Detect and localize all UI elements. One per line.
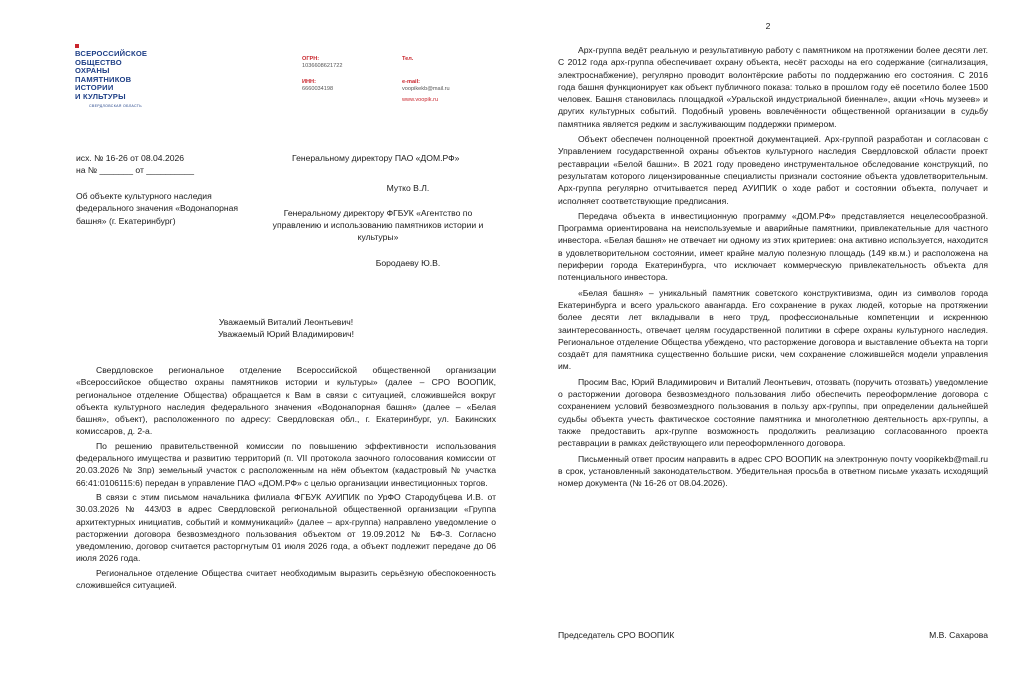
logo-line: ОБЩЕСТВО <box>75 57 122 67</box>
page-2 <box>512 0 1024 682</box>
body-paragraph: По решению правительственной комиссии по повышению эффективности использования федерального имущества и развитию территорий (п. VII протокола заочного голосования комиссии от 20.03.2026 № 3пр) земельный участок с расположенным на нём объектом (кадастровый № участка 66:41:0106115:6) передан в управление ПАО «ДОМ.РФ» с целью организации инвестиционных торгов. <box>76 440 496 488</box>
ogrn-value: 1036608621722 <box>302 63 343 69</box>
addressee-1-role: Генеральному директору ПАО «ДОМ.РФ» <box>292 153 460 163</box>
body-paragraph: Письменный ответ просим направить в адрес СРО ВООПИК на электронную почту voopikekb@mail.ru в срок, установленный законодательством. Убедительная просьба в ответном письме указать исходящий номер документа (№ 16-26 от 08.04.2026). <box>558 453 988 489</box>
right-body <box>558 44 988 489</box>
body-paragraph: Передача объекта в инвестиционную программу «ДОМ.РФ» представляется нецелесообразной. Программа ориентирована на неиспользуемые и аварийные памятники, привлекательные для частного инвестора. «Белая башня» не отвечает ни одному из этих критериев: она активно используется, находится в удовлетворительном состоянии, имеет крайне малую полезную площадь (149 кв.м.) и расположена на периферии города Екатеринбурга, что исключает коммерческую привлекательность объекта для потенциального инвестора. <box>558 210 988 283</box>
logo-line: ВСЕРОССИЙСКОЕ <box>75 49 148 58</box>
body-paragraph: «Белая башня» – уникальный памятник советского конструктивизма, один из символов города Екатеринбурга и всего уральского авангарда. Его сохранение в руках людей, которые на протяжении более десяти лет вкладывали в него труд, профессиональные компетенции и искреннюю заинтересованность, отвечает целям государственной политики в сфере охраны культурного наследия. Региональное отделение Общества убеждено, что расторжение договора и выставление объекта на торги создаёт для памятника существенно большие риски, чем сохранение сложившейся модели управления им. <box>558 287 988 372</box>
greeting <box>76 316 496 341</box>
outgoing-number <box>76 152 256 177</box>
logo-line: ИСТОРИИ <box>75 83 114 93</box>
requisites-ids <box>302 56 392 93</box>
body-paragraph: Просим Вас, Юрий Владимирович и Виталий Леонтьевич, отозвать (поручить отозвать) уведомление о расторжении договора безвозмездного пользования либо обеспечить переоформление договора с сохранением условий безвозмездного пользования в пользу арх-группы, при определении дальнейшей судьбы объекта учесть фактическое состояние памятника и многолетнюю деятельность арх-группы, а также предоставить арх-группе возможность продолжить реализацию согласованного проекта реставрации в рамках действующего или переоформленного договора. <box>558 376 988 449</box>
signatory-name: М.В. Сахарова <box>929 630 988 640</box>
logo-org-name <box>75 50 185 102</box>
addressee-2-name: Бородаеву Ю.В. <box>375 258 441 269</box>
body-paragraph: В связи с этим письмом начальника филиала ФГБУК АУИПИК по УрФО Стародубцева И.В. от 30.03.2026 № 443/03 в адрес Свердловской региональной общественной организации «Группа архитектурных инициатив, событий и коммуникаций» (далее – арх-группа) направлено уведомление о расторжении договора безвозмездного пользования объектом от 19.09.2012 № БФ-3. Согласно уведомлению, договор считается расторгнутым 01 июля 2026 года, а объект подлежит передаче до 06 июля 2026 года. <box>76 491 496 564</box>
incoming-line: на № _______ от __________ <box>76 165 195 176</box>
logo-line: ПАМЯТНИКОВ <box>75 74 132 84</box>
letter-subject: Об объекте культурного наследия федерального значения «Водонапорная башня» (г. Екатеринбург) <box>76 191 239 226</box>
body-paragraph: Свердловское региональное отделение Всероссийской общественной организации «Всероссийское общество охраны памятников истории и культуры» (далее – СРО ВООПИК, региональное отделение Общества) обращается к Вам в связи с ситуацией, сложившейся вокруг объекта культурного наследия федерального значения «Водонапорная башня» (далее – «Белая башня», объект), расположенного по адресу: Свердловская обл., г. Екатеринбург, ул. Бакинских комиссаров, д. 2-а. <box>76 365 496 437</box>
greeting-line-1: Уважаемый Виталий Леонтьевич! <box>218 317 354 327</box>
logo-region: СВЕРДЛОВСКАЯ ОБЛАСТЬ <box>89 104 142 108</box>
requisites-contacts <box>402 56 502 104</box>
greeting-line-2: Уважаемый Юрий Владимирович! <box>217 329 355 340</box>
outgoing-line: исх. № 16-26 от 08.04.2026 <box>76 153 185 163</box>
page-number: 2 <box>765 21 771 31</box>
body-paragraph: Объект обеспечен полноценной проектной документацией. Арх-группой разработан и согласован с Управлением государственной охраны объектов культурного наследия Свердловской области проект реставрации «Белой башни». В 2021 году проведено инструментальное обследование конструкций, по результатам которого лицензированные специалисты признали состояние объекта удовлетворительным. Арх-группа регулярно отчитывается перед АУИПИК о ходе работ и состоянии объекта, получает и исполняет соответствующие предписания. <box>558 134 988 206</box>
email-value: voopikekb@mail.ru <box>402 86 450 92</box>
body-paragraph: Арх-группа ведёт реальную и результативную работу с памятником на протяжении более десяти лет. С 2012 года арх-группа обеспечивает охрану объекта, несёт расходы на его содержание (сигнализация, электроснабжение), регулярно проводит волонтёрские работы по поддержанию его состояния. С 2016 года башня функционирует как объект публичного показа: только в прошлом году её посетило более 1500 человек. Башня становилась площадкой «Уральской индустриальной биеннале», акции «Ночь музеев» и других культурных событий. Подобный уровень вовлечённости общественной организации в судьбу памятника является редким и заслуживающим поддержки примером. <box>558 45 988 129</box>
logo-line: ОХРАНЫ <box>75 66 110 76</box>
inn-value: 6660034198 <box>302 86 334 92</box>
addressee-1-name: Мутко В.Л. <box>386 183 430 194</box>
signatory-role: Председатель СРО ВООПИК <box>558 630 675 640</box>
inn-label: ИНН: <box>302 79 316 85</box>
logo-red-mark <box>75 44 79 48</box>
email-label: e-mail: <box>402 79 421 85</box>
ogrn-label: ОГРН: <box>302 56 320 62</box>
addressee-2-role: Генеральному директору ФГБУК «Агентство по управлению и использованию памятников истории и культуры» <box>272 207 484 243</box>
left-body <box>76 364 496 591</box>
addressee-block <box>262 152 494 270</box>
site-value: www.voopik.ru <box>402 97 439 103</box>
logo-line: И КУЛЬТУРЫ <box>75 91 126 101</box>
body-paragraph: Региональное отделение Общества считает необходимым выразить серьёзную обеспокоенность сложившейся ситуацией. <box>76 567 496 591</box>
tel-label: Тел. <box>402 56 414 62</box>
